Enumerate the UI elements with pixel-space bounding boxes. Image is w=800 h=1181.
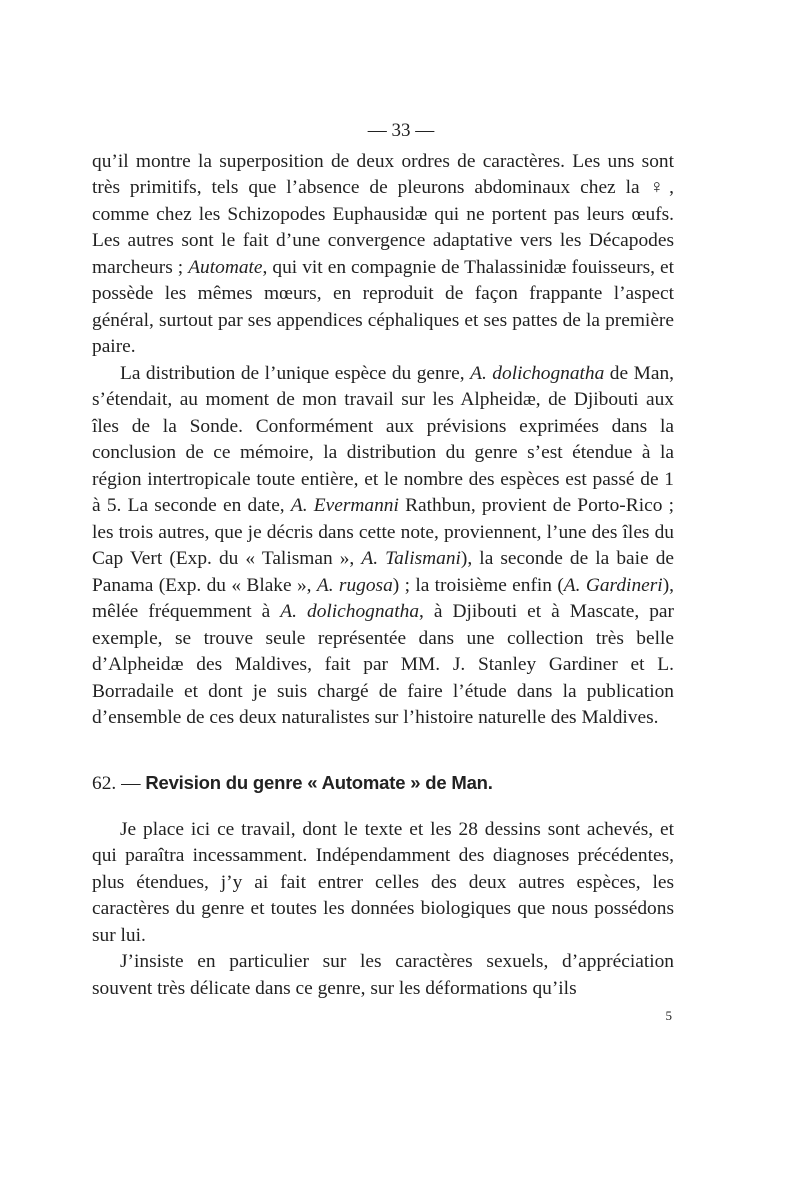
text-run: Je place ici ce travail, dont le texte et les 28 dessins sont achevés, et qui paraîtra incessamment. Indépendamment des diagnoses précédentes, plus étendues, j’y ai fait entrer celles des deux autres espèces, les caractères du genre et toutes les données biologiques que nous possédons sur lui. (92, 818, 674, 946)
text-run: qu’il montre la superposition de deux ordres de caractères. Les uns sont très primitifs, tels que l’absence de pleurons abdominaux chez la ♀, comme chez les Schizopodes Euphausidæ qui ne portent pas leurs œufs. Les autres sont le fait d’une convergence adaptative vers les Décapodes marcheurs ; (92, 150, 674, 278)
text-run: de Man, s’étendait, au moment de mon travail sur les Alpheidæ, de Djibouti aux îles de la Sonde. Conformément aux prévisions exprimées dans la conclusion de ce mémoire, la distribution du genre s’est étendue à la région intertropicale toute entière, et le nombre des espèces est passé de 1 à 5. La seconde en date, (92, 362, 674, 516)
section-number: 62. — (92, 772, 146, 794)
italic-text: A. Gardineri (563, 574, 663, 596)
text-run: , qui vit en compagnie de Thalassinidæ fouisseurs, et possède les mêmes mœurs, en reproduit de façon frappante l’aspect général, surtout par ses appendices céphaliques et ses pattes de la première paire. (92, 256, 674, 357)
italic-text: A. dolichognatha (280, 601, 420, 622)
italic-text: A. dolichognatha (470, 362, 605, 384)
text-run: ) ; la troisième enfin ( (392, 574, 564, 596)
text-run: , à Djibouti et à Mascate, par exemple, se trouve seule représentée dans une collection très belle d’Alpheidæ des Maldives, fait par MM. J. Stanley Gardiner et L. Borradaile et dont je suis chargé de faire l’étude dans la publication d’ensemble de ces deux naturalistes sur l’histoire naturelle des Maldives. (92, 601, 674, 728)
text-run: ), mêlée fréquemment à (92, 574, 674, 622)
page-number: — 33 — (367, 120, 435, 141)
text-run: ), la seconde de la baie de Panama (Exp. du « Blake », (92, 548, 675, 596)
text-run: J’insiste en particulier sur les caractères sexuels, d’appréciation souvent très délicate dans ce genre, sur les déformations qu’ils (92, 951, 674, 999)
signature-mark: 5 (665, 1008, 672, 1023)
paragraph (92, 817, 674, 950)
paragraph (92, 149, 674, 361)
section-heading (92, 770, 674, 797)
italic-text: A. rugosa (316, 574, 393, 596)
paragraph (92, 361, 674, 732)
paragraph (92, 949, 674, 1002)
document-page (92, 118, 674, 1024)
text-run: La distribution de l’unique espèce du genre, (120, 362, 471, 384)
italic-text: Automate (188, 256, 263, 278)
italic-text: A. Evermanni (290, 495, 399, 516)
section-title: Revision du genre « Automate » de Man. (145, 771, 493, 793)
text-run: Rathbun, provient de Porto-Rico ; les trois autres, que je décris dans cette note, proviennent, l’une des îles du Cap Vert (Exp. du « Talisman », (92, 495, 675, 569)
italic-text: A. Talismani (361, 548, 461, 569)
